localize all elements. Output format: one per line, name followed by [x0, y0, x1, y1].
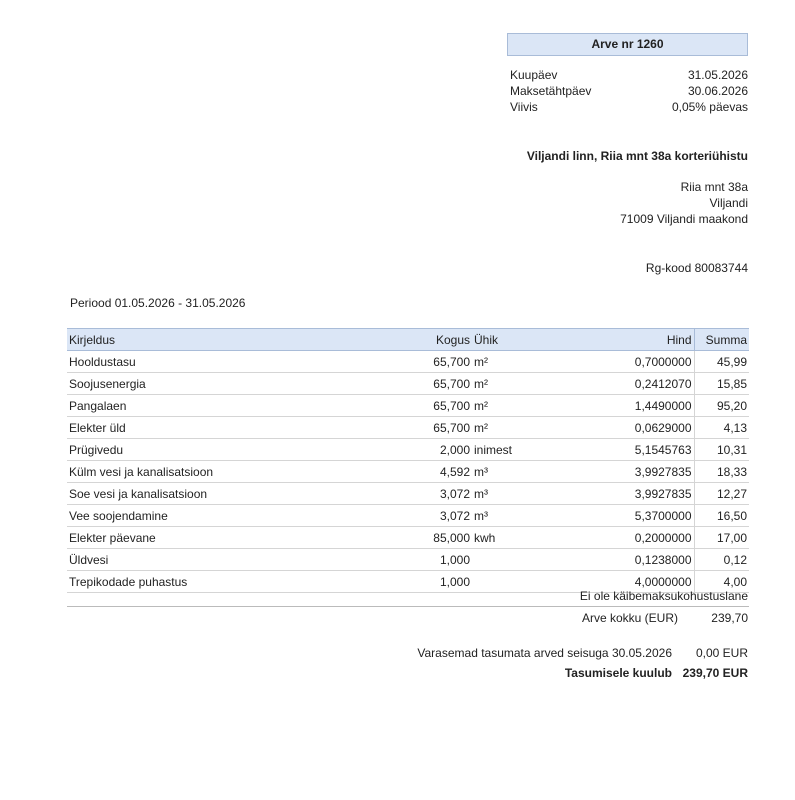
due-date-value: 30.06.2026	[687, 84, 748, 98]
row-unit: inimest	[472, 439, 544, 461]
invoice-title: Arve nr 1260	[507, 33, 748, 56]
previous-unpaid-label: Varasemad tasumata arved seisuga 30.05.2026	[417, 646, 672, 660]
row-price: 0,1238000	[544, 549, 694, 571]
row-sum: 95,20	[694, 395, 749, 417]
recipient-address-line2: Viljandi	[709, 196, 748, 210]
table-row	[67, 483, 749, 505]
amount-payable-label: Tasumisele kuulub	[564, 666, 672, 680]
invoice-date-row	[510, 68, 748, 84]
vat-note: Ei ole käibemaksukohustuslane	[579, 589, 748, 603]
row-quantity: 65,700	[377, 395, 472, 417]
row-unit: m²	[472, 373, 544, 395]
row-quantity: 1,000	[377, 571, 472, 593]
total-value: 239,70	[711, 611, 748, 625]
row-price: 4,0000000	[544, 571, 694, 593]
row-description: Prügivedu	[67, 439, 377, 461]
row-description: Trepikodade puhastus	[67, 571, 377, 593]
table-row	[67, 527, 749, 549]
row-sum: 4,13	[694, 417, 749, 439]
row-description: Külm vesi ja kanalisatsioon	[67, 461, 377, 483]
row-quantity: 2,000	[377, 439, 472, 461]
recipient-address-line1: Riia mnt 38a	[680, 180, 748, 194]
column-header-unit: Ühik	[472, 329, 544, 351]
row-price: 3,9927835	[544, 483, 694, 505]
row-unit: m²	[472, 417, 544, 439]
table-row	[67, 351, 749, 373]
table-header-row	[67, 329, 749, 351]
row-price: 1,4490000	[544, 395, 694, 417]
row-description: Elekter üld	[67, 417, 377, 439]
row-unit	[472, 549, 544, 571]
row-sum: 16,50	[694, 505, 749, 527]
row-price: 3,9927835	[544, 461, 694, 483]
column-header-price: Hind	[544, 329, 694, 351]
table-row	[67, 417, 749, 439]
penalty-row	[510, 100, 748, 116]
table-row	[67, 373, 749, 395]
row-unit	[472, 571, 544, 593]
invoice-date-value: 31.05.2026	[687, 68, 748, 82]
row-sum: 17,00	[694, 527, 749, 549]
row-price: 0,0629000	[544, 417, 694, 439]
previous-unpaid-value: 0,00 EUR	[695, 646, 748, 660]
recipient-address-line3: 71009 Viljandi maakond	[620, 212, 748, 226]
row-sum: 18,33	[694, 461, 749, 483]
column-header-quantity: Kogus	[377, 329, 472, 351]
penalty-label: Viivis	[510, 100, 538, 114]
recipient-reg-code: Rg-kood 80083744	[645, 261, 748, 275]
row-quantity: 85,000	[377, 527, 472, 549]
table-row	[67, 395, 749, 417]
row-sum: 45,99	[694, 351, 749, 373]
row-sum: 0,12	[694, 549, 749, 571]
row-unit: m²	[472, 351, 544, 373]
row-unit: kwh	[472, 527, 544, 549]
row-description: Soojusenergia	[67, 373, 377, 395]
billing-period: Periood 01.05.2026 - 31.05.2026	[70, 296, 246, 310]
due-date-row	[510, 84, 748, 100]
table-row	[67, 549, 749, 571]
row-sum: 10,31	[694, 439, 749, 461]
totals-divider	[67, 606, 749, 607]
invoice-date-label: Kuupäev	[510, 68, 558, 82]
row-sum: 12,27	[694, 483, 749, 505]
total-label: Arve kokku (EUR)	[581, 611, 678, 625]
row-quantity: 65,700	[377, 417, 472, 439]
row-sum: 15,85	[694, 373, 749, 395]
row-quantity: 3,072	[377, 483, 472, 505]
row-sum: 4,00	[694, 571, 749, 593]
row-unit: m³	[472, 483, 544, 505]
row-price: 5,1545763	[544, 439, 694, 461]
penalty-value: 0,05% päevas	[671, 100, 748, 114]
table-row	[67, 505, 749, 527]
table-row	[67, 439, 749, 461]
row-unit: m³	[472, 461, 544, 483]
row-description: Elekter päevane	[67, 527, 377, 549]
row-quantity: 3,072	[377, 505, 472, 527]
row-description: Hooldustasu	[67, 351, 377, 373]
row-price: 5,3700000	[544, 505, 694, 527]
invoice-lines-table	[67, 328, 749, 593]
row-price: 0,2412070	[544, 373, 694, 395]
row-description: Vee soojendamine	[67, 505, 377, 527]
column-header-sum: Summa	[694, 329, 749, 351]
row-description: Üldvesi	[67, 549, 377, 571]
column-header-description: Kirjeldus	[67, 329, 377, 351]
row-quantity: 4,592	[377, 461, 472, 483]
row-quantity: 65,700	[377, 351, 472, 373]
row-price: 0,2000000	[544, 527, 694, 549]
row-quantity: 65,700	[377, 373, 472, 395]
recipient-name: Viljandi linn, Riia mnt 38a korteriühistu	[526, 149, 748, 163]
row-unit: m³	[472, 505, 544, 527]
row-description: Pangalaen	[67, 395, 377, 417]
row-quantity: 1,000	[377, 549, 472, 571]
row-price: 0,7000000	[544, 351, 694, 373]
table-row	[67, 461, 749, 483]
amount-payable-value: 239,70 EUR	[682, 666, 748, 680]
row-description: Soe vesi ja kanalisatsioon	[67, 483, 377, 505]
row-unit: m²	[472, 395, 544, 417]
due-date-label: Maksetähtpäev	[510, 84, 592, 98]
